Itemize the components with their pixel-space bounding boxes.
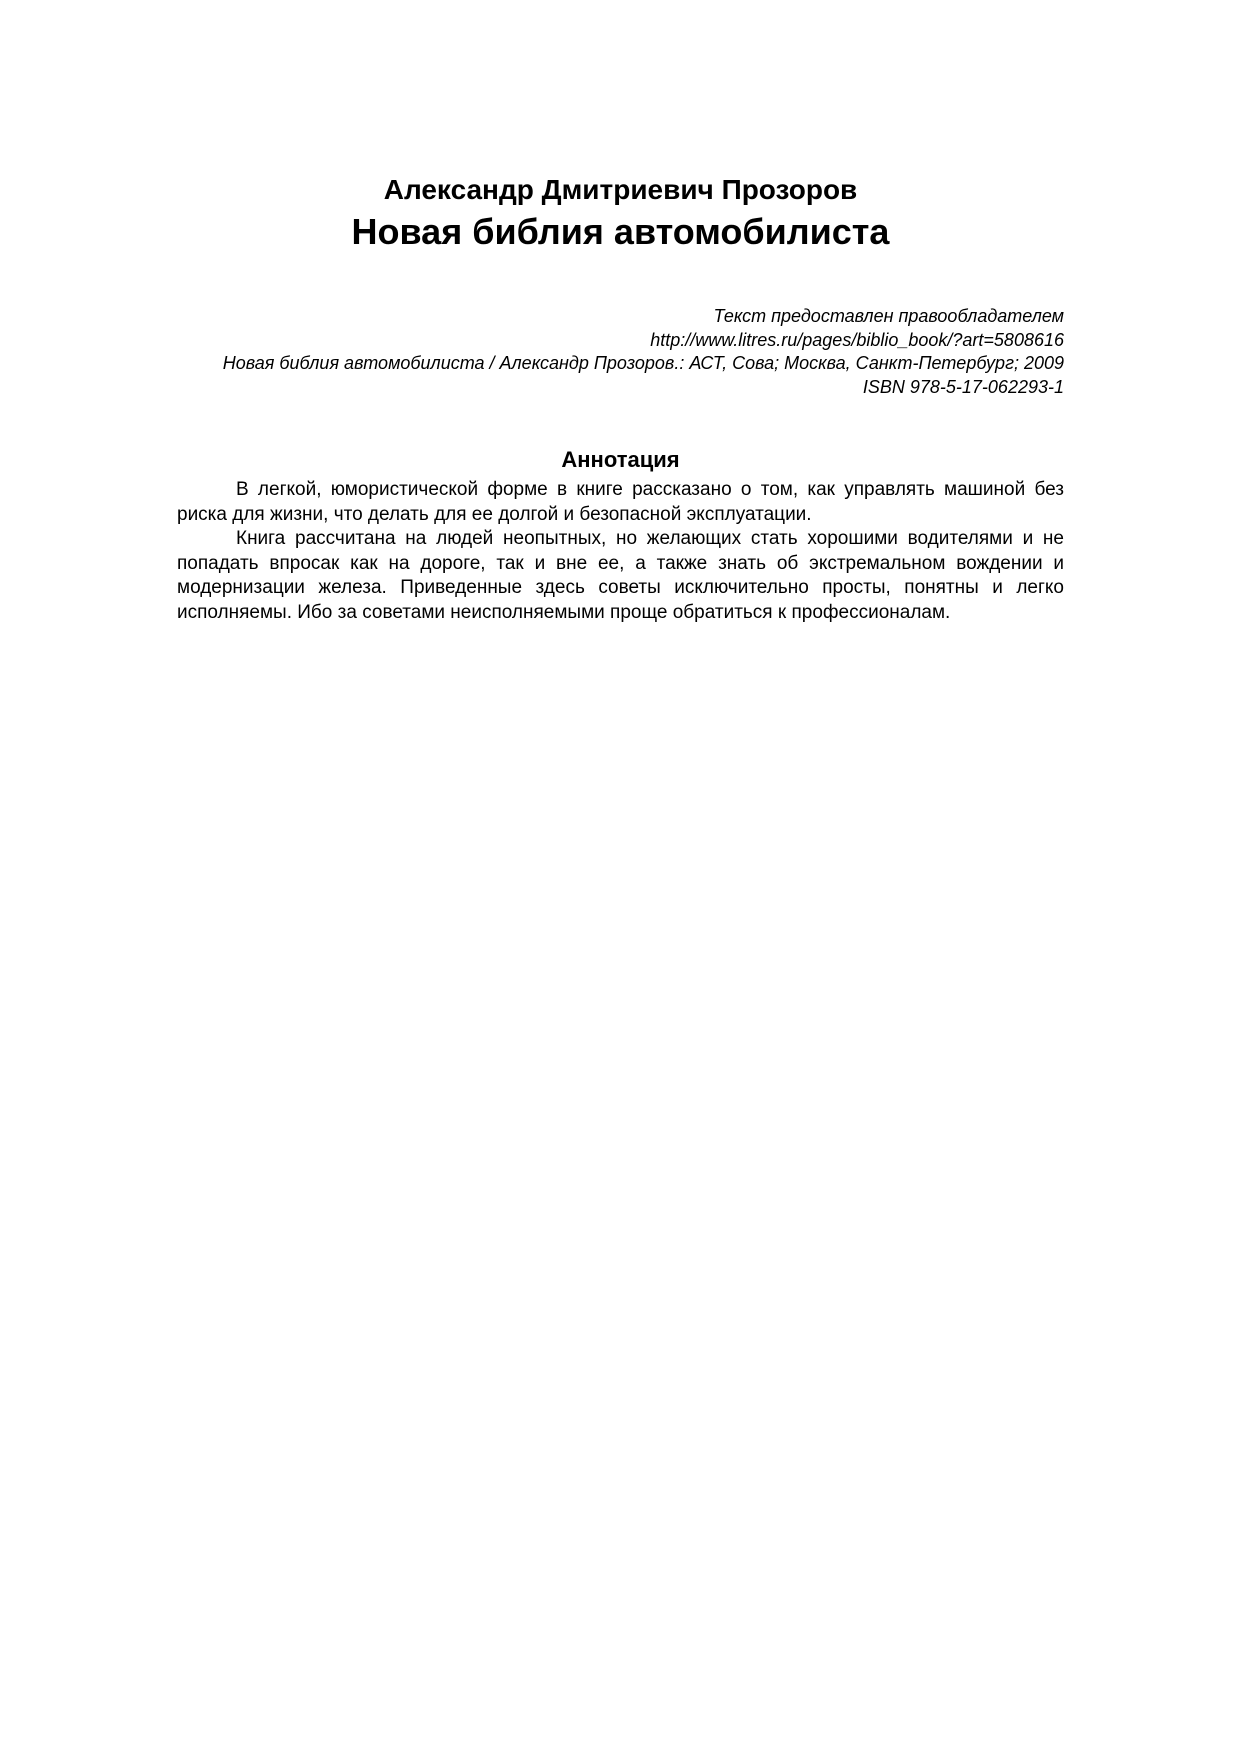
annotation-paragraph: В легкой, юмористической форме в книге рассказано о том, как управлять машиной без риска для жизни, что делать для ее долгой и безопасной эксплуатации. bbox=[177, 479, 1064, 525]
citation-line: Новая библия автомобилиста / Александр Прозоров.: АСТ, Сова; Москва, Санкт-Петербург; 2009 bbox=[222, 353, 1064, 374]
annotation-paragraph: Книга рассчитана на людей неопытных, но желающих стать хорошими водителями и не попадать впросак как на дороге, так и вне ее, а также знать об экстремальном вождении и модернизации железа. Приведенные здесь советы исключительно просты, понятны и легко исполняемы. Ибо за советами неисполняемыми проще обратиться к профессионалам. bbox=[177, 528, 1064, 623]
annotation-heading: Аннотация bbox=[561, 447, 680, 472]
book-title: Новая библия автомобилиста bbox=[351, 211, 890, 252]
provided-by-line: Текст предоставлен правообладателем bbox=[713, 306, 1064, 326]
author-name: Александр Дмитриевич Прозоров bbox=[383, 174, 858, 205]
annotation-body bbox=[177, 478, 1064, 626]
publication-info bbox=[64, 305, 1064, 400]
isbn-line: ISBN 978-5-17-062293-1 bbox=[862, 377, 1064, 398]
source-url[interactable]: http://www.litres.ru/pages/biblio_book/?art=5808616 bbox=[650, 329, 1064, 350]
